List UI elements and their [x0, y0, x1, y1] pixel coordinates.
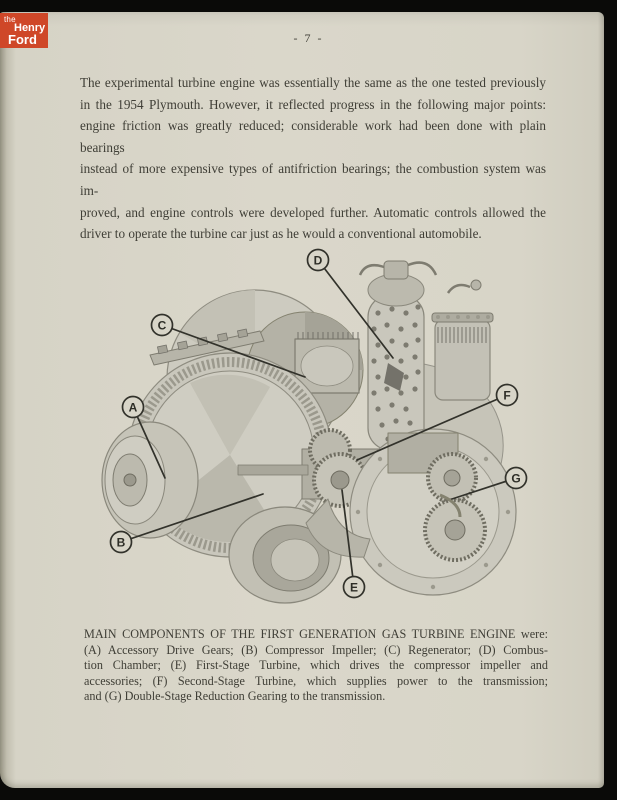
paragraph-line: The experimental turbine engine was essentially the same as the one tested previously [80, 75, 546, 90]
callout-letter: C [157, 318, 167, 333]
caption-line: tion Chamber; (E) First-Stage Turbine, which drives the compressor impeller and [84, 658, 548, 673]
paragraph-line: driver to operate the turbine car just as he would a conventional automobile. [80, 226, 482, 242]
callout-letter: G [511, 471, 521, 486]
logo-word-henry: Henry [14, 22, 46, 34]
logo-word-the: the [4, 15, 16, 24]
paragraph-line: in the 1954 Plymouth. However, it reflected progress in the following major points: [80, 96, 546, 112]
caption-line: and (G) Double-Stage Reduction Gearing to the transmission. [84, 689, 386, 704]
page-number: - 7 - [293, 31, 324, 45]
caption-line: MAIN COMPONENTS OF THE FIRST GENERATION GAS TURBINE ENGINE were: [84, 627, 548, 641]
body-paragraph [80, 72, 546, 245]
callout-letter: A [128, 400, 138, 415]
paragraph-line: instead of more expensive types of antifriction bearings; the combustion system was im- [80, 161, 546, 198]
callout-letter: D [313, 253, 323, 268]
callout-letter: E [349, 580, 359, 595]
callout-letter: B [116, 535, 126, 550]
figure-caption [84, 627, 548, 705]
callout-letter: F [503, 388, 511, 403]
caption-line: accessories; (F) Second-Stage Turbine, which supplies power to the transmission; [84, 673, 548, 688]
caption-line: (A) Accessory Drive Gears; (B) Compressor Impeller; (C) Regenerator; (D) Combus- [84, 642, 548, 657]
logo-word-ford: Ford [8, 32, 37, 47]
engine-cutaway-figure [88, 243, 558, 615]
engine-cutaway-drawing [88, 243, 558, 615]
paragraph-line: engine friction was greatly reduced; considerable work had been done with plain bearings [80, 118, 546, 155]
paragraph-line: proved, and engine controls were developed further. Automatic controls allowed the [80, 204, 546, 220]
